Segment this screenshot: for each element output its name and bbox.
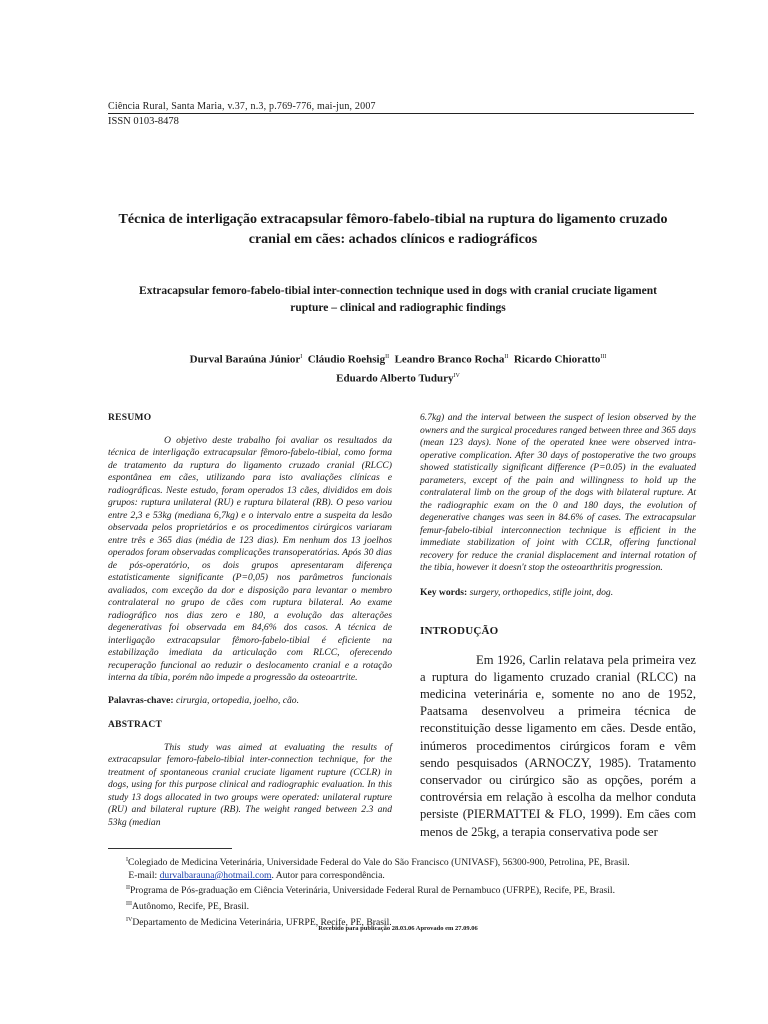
key-words-text: surgery, orthopedics, stifle joint, dog. bbox=[469, 586, 614, 598]
footnote-2 bbox=[126, 882, 696, 898]
footnote-1-email-line bbox=[126, 870, 696, 883]
author-5: Eduardo Alberto Tudury bbox=[336, 372, 454, 385]
title-pt-line2: cranial em cães: achados clínicos e radiográficos bbox=[248, 232, 538, 247]
introducao-heading: INTRODUÇÃO bbox=[420, 625, 499, 637]
author-3-affil: II bbox=[504, 354, 509, 360]
header-divider bbox=[108, 113, 694, 114]
footnote-3-text: Autônomo, Recife, PE, Brasil. bbox=[132, 901, 249, 913]
issn: ISSN 0103-8478 bbox=[108, 116, 179, 127]
palavras-chave bbox=[108, 695, 392, 708]
footnote-1-mark: I bbox=[126, 857, 128, 863]
footnote-4-mark: IV bbox=[126, 916, 133, 923]
footnote-2-mark: II bbox=[126, 885, 130, 892]
right-column bbox=[420, 412, 696, 841]
title-en-line2: rupture – clinical and radiographic findings bbox=[290, 302, 506, 314]
author-list bbox=[100, 349, 696, 386]
footnote-4-text: Departamento de Medicina Veterinária, UFRPE, Recife, PE, Brasil. bbox=[132, 917, 392, 929]
left-column bbox=[108, 412, 392, 829]
author-1-affil: I bbox=[300, 354, 303, 360]
footnote-divider bbox=[108, 848, 232, 849]
received-approved-dates: Recebido para publicação 28.03.06 Aprovado em 27.09.06 bbox=[318, 925, 478, 932]
abstract-text-right: 6.7kg) and the interval between the suspect of lesion observed by the owners and the surgical procedures ranged between three and 365 days (mean 123 days). None of the operated knee were observed intra-operative complication. After 30 days of postoperative the two groups showed statistically significant difference (P=0.05) in the evaluated parameters, except of the pain and willingness to hold up the contralateral limb on the group of the dogs with bilateral rupture. At the radiographic exam on the 0 and 180 days, the evolution of degenerative changes was seen in 84.6% of cases. The extracapsular femur-fabelo-tibial interconnection technique is efficient in the immediate stabilization of joint with CCLR, offering functional recovery for reduce the cranial displacement and internal rotation of the tibia, however it doesn't stop the osteoarthritis progression. bbox=[420, 412, 696, 573]
key-words bbox=[420, 587, 696, 600]
key-words-label: Key words: bbox=[420, 586, 468, 598]
author-5-affil: IV bbox=[453, 372, 460, 379]
introducao-text: Em 1926, Carlin relatava pela primeira vez a ruptura do ligamento cruzado cranial (RLCC) na medicina veterinária e, somente no ano de 1952, Paatsama desenvolveu a primeira técnica de reconstituição desse ligamento em cães. Desde então, inúmeros procedimentos cirúrgicos foram e vêm sendo pesquisados (ARNOCZY, 1985). Tratamento conservador ou cirúrgico são as opções, porém a controvérsia em relação à escolha da melhor conduta persiste (PIERMATTEI & FLO, 1999). Em cães com menos de 25kg, a terapia conservativa pode ser bbox=[420, 652, 696, 839]
footnote-2-text: Programa de Pós-graduação em Ciência Veterinária, Universidade Federal Rural de Pernambuco (UFRPE), Recife, PE, Brasil. bbox=[130, 885, 615, 897]
author-email-link[interactable]: durvalbarauna@hotmail.com bbox=[159, 869, 272, 881]
title-portuguese bbox=[90, 210, 696, 250]
author-4-affil: III bbox=[600, 354, 607, 360]
author-3: Leandro Branco Rocha bbox=[394, 353, 505, 366]
title-en-line1: Extracapsular femoro-fabelo-tibial inter-connection technique used in dogs with cranial cruciate ligament bbox=[139, 285, 657, 297]
title-pt-line1: Técnica de interligação extracapsular fêmoro-fabelo-tibial na ruptura do ligamento cruzado bbox=[118, 212, 668, 227]
resumo-text: O objetivo deste trabalho foi avaliar os resultados da técnica de interligação extracapsular fêmoro-fabelo-tibial, como forma de tratamento da ruptura do ligamento cruzado cranial (RLCC) espontânea em cães, utilizando para isto avaliações clínicas e radiográficas. Neste estudo, foram operados 13 cães, divididos em dois grupos: ruptura unilateral (RU) e ruptura bilateral (RB). O peso variou entre 2,3 e 53kg (mediana 6,7kg) e o intervalo entre a suspeita da lesão observada pelos proprietários e os procedimentos cirúrgicos variaram entre três e 365 dias (média de 123 dias). Em nenhum dos 13 joelhos operados foram observadas complicações transoperatórias. Após 30 dias de pós-operatório, os dois grupos apresentaram diferença estatisticamente significante (P=0,05) nos parâmetros funcionais avaliados, com exceção da dor e disposição para levantar o membro contralateral no grupo de cães com ruptura bilateral. Ao exame radiográfico nos dias zero e 180, a evolução das alterações degenerativas foi observada em 84,6% dos casos. A técnica de interligação extracapsular fêmoro-fabelo-tibial é eficiente na estabilização imediata da articulação com RLCC, oferecendo recuperação funcional ao reduzir o deslocamento cranial e a rotação interna da tíbia, porém não impede a progressão da osteoartrite. bbox=[108, 434, 392, 683]
author-2-affil: II bbox=[385, 354, 390, 360]
email-label: E-mail: bbox=[128, 869, 158, 881]
footnote-1 bbox=[126, 854, 696, 870]
journal-citation: Ciência Rural, Santa Maria, v.37, n.3, p.769-776, mai-jun, 2007 bbox=[108, 101, 376, 112]
palavras-chave-text: cirurgia, ortopedia, joelho, cão. bbox=[175, 694, 299, 706]
author-4: Ricardo Chioratto bbox=[513, 353, 601, 366]
title-english bbox=[100, 283, 696, 317]
palavras-chave-label: Palavras-chave: bbox=[108, 694, 174, 706]
abstract-heading: ABSTRACT bbox=[108, 720, 163, 730]
author-1: Durval Baraúna Júnior bbox=[189, 353, 301, 366]
footnote-3-mark: III bbox=[126, 901, 132, 908]
footnote-1-text: Colegiado de Medicina Veterinária, Universidade Federal do Vale do São Francisco (UNIVASF), 56300-900, Petrolina, PE, Brasil. bbox=[128, 857, 630, 869]
email-tail: . Autor para correspondência. bbox=[271, 869, 385, 881]
footnotes bbox=[126, 854, 696, 930]
footnote-3 bbox=[126, 898, 696, 914]
resumo-heading: RESUMO bbox=[108, 413, 152, 423]
author-2: Cláudio Roehsig bbox=[307, 353, 386, 366]
abstract-text-left: This study was aimed at evaluating the results of extracapsular femoro-fabelo-tibial inter-connection technique, for the treatment of spontaneous cranial cruciate ligament rupture (CCLR) in dogs, using for this purpose clinical and radiographic evaluation. In this study 13 dogs allocated in two groups were operated: unilateral rupture (RU) and bilateral rupture (RB). The weight ranged between 2.3 and 53kg (median bbox=[108, 741, 392, 828]
